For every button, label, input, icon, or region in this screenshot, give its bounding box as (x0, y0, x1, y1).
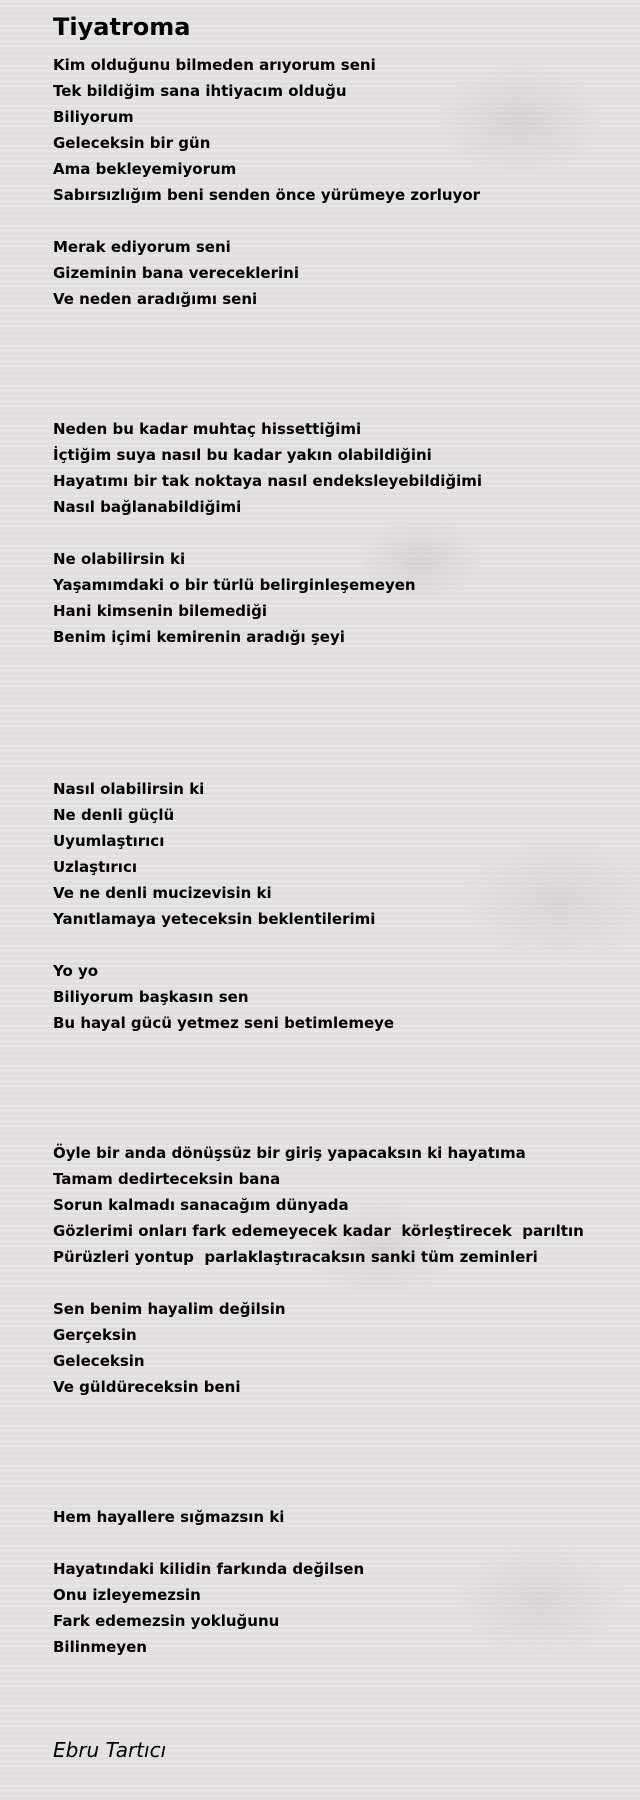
poem-line: Ve güldüreceksin beni (53, 1378, 241, 1396)
poem-line: Uzlaştırıcı (53, 858, 137, 876)
poem-line: Tek bildiğim sana ihtiyacım olduğu (53, 82, 347, 100)
poem-line: Bilinmeyen (53, 1638, 147, 1656)
section-spacer (53, 650, 623, 776)
section-spacer (53, 1036, 623, 1140)
stanza-6 (53, 958, 623, 1036)
poem-line: Sen benim hayalim değilsin (53, 1300, 286, 1318)
poem-line: İçtiğim suya nasıl bu kadar yakın olabildiğini (53, 446, 432, 464)
poem-line: Hayatındaki kilidin farkında değilsen (53, 1560, 365, 1578)
section-spacer (53, 312, 623, 416)
poem-line: Bu hayal gücü yetmez seni betimlemeye (53, 1014, 395, 1032)
stanza-9 (53, 1504, 623, 1530)
poem-body (53, 52, 623, 1660)
poem-line: Yo yo (53, 962, 99, 980)
author-name: Ebru Tartıcı (53, 1738, 167, 1762)
stanza-8 (53, 1296, 623, 1400)
stanza-10 (53, 1556, 623, 1660)
poem-line: Geleceksin (53, 1352, 145, 1370)
poem-line: Yanıtlamaya yeteceksin beklentilerimi (53, 910, 376, 928)
poem-line: Kim olduğunu bilmeden arıyorum seni (53, 56, 376, 74)
poem-line: Biliyorum (53, 108, 134, 126)
stanza-spacer (53, 1530, 623, 1556)
stanza-5 (53, 776, 623, 932)
poem-line: Onu izleyemezsin (53, 1586, 201, 1604)
poem-line: Sorun kalmadı sanacağım dünyada (53, 1196, 349, 1214)
stanza-2 (53, 234, 623, 312)
stanza-4 (53, 546, 623, 650)
poem-line: Pürüzleri yontup parlaklaştıracaksın sanki tüm zeminleri (53, 1248, 538, 1266)
poem-line: Uyumlaştırıcı (53, 832, 165, 850)
poem-line: Ve ne denli mucizevisin ki (53, 884, 272, 902)
poem-line: Fark edemezsin yokluğunu (53, 1612, 280, 1630)
poem-line: Geleceksin bir gün (53, 134, 211, 152)
poem-line: Benim içimi kemirenin aradığı şeyi (53, 628, 345, 646)
stanza-7 (53, 1140, 623, 1270)
stanza-spacer (53, 932, 623, 958)
poem-line: Yaşamımdaki o bir türlü belirginleşemeyen (53, 576, 416, 594)
poem-title: Tiyatroma (53, 13, 191, 41)
poem-line: Öyle bir anda dönüşsüz bir giriş yapacaksın ki hayatıma (53, 1144, 526, 1162)
stanza-spacer (53, 520, 623, 546)
poem-line: Ve neden aradığımı seni (53, 290, 258, 308)
poem-line: Biliyorum başkasın sen (53, 988, 249, 1006)
poem-line: Ne olabilirsin ki (53, 550, 186, 568)
stanza-1 (53, 52, 623, 208)
poem-line: Sabırsızlığım beni senden önce yürümeye zorluyor (53, 186, 481, 204)
stanza-3 (53, 416, 623, 520)
poem-line: Nasıl bağlanabildiğimi (53, 498, 242, 516)
poem-line: Ama bekleyemiyorum (53, 160, 237, 178)
poem-line: Gerçeksin (53, 1326, 137, 1344)
poem-line: Ne denli güçlü (53, 806, 175, 824)
poem-line: Hani kimsenin bilemediği (53, 602, 268, 620)
poem-line: Hayatımı bir tak noktaya nasıl endeksleyebildiğimi (53, 472, 483, 490)
poem-line: Neden bu kadar muhtaç hissettiğimi (53, 420, 362, 438)
poem-line: Nasıl olabilirsin ki (53, 780, 205, 798)
stanza-spacer (53, 1270, 623, 1296)
section-spacer (53, 1400, 623, 1504)
stanza-spacer (53, 208, 623, 234)
poem-line: Merak ediyorum seni (53, 238, 231, 256)
poem-line: Gizeminin bana vereceklerini (53, 264, 299, 282)
poem-line: Tamam dedirteceksin bana (53, 1170, 281, 1188)
poem-line: Gözlerimi onları fark edemeyecek kadar körleştirecek parıltın (53, 1222, 584, 1240)
poem-line: Hem hayallere sığmazsın ki (53, 1508, 285, 1526)
